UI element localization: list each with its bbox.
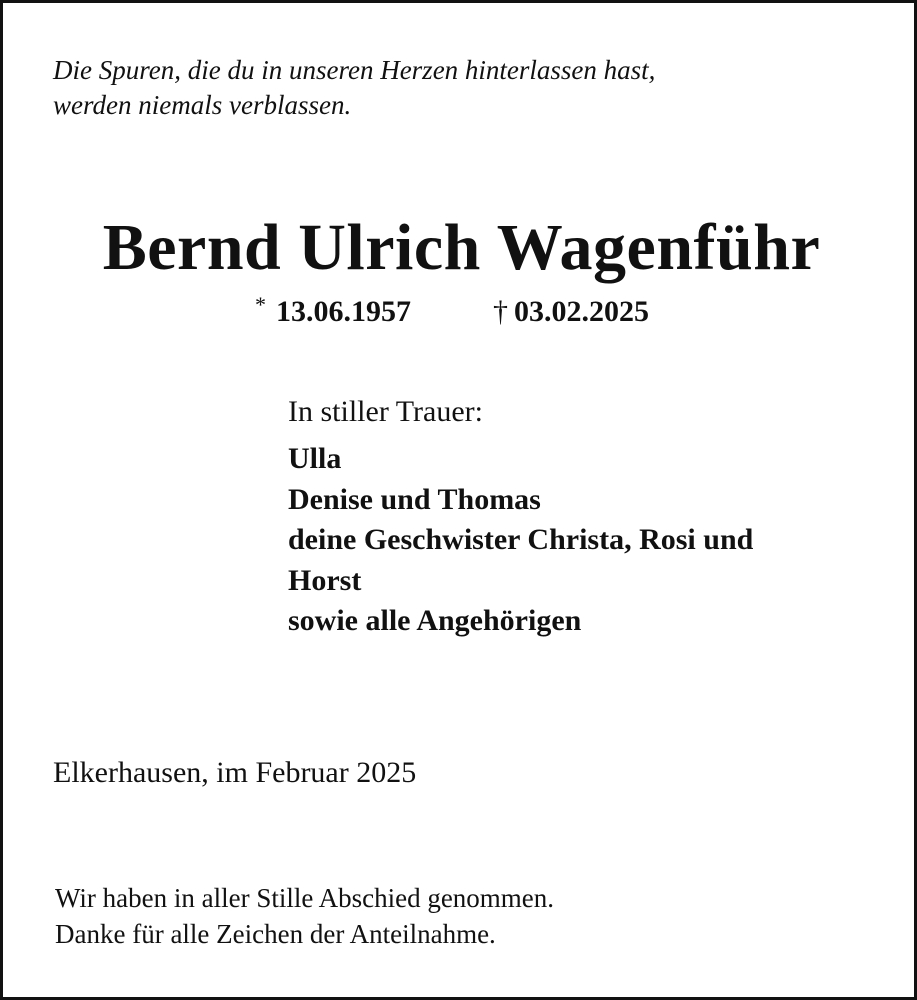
mourners-list xyxy=(288,439,848,642)
closing-text xyxy=(55,880,554,952)
motto-line-1: Die Spuren, die du in unseren Herzen hinterlassen hast, xyxy=(53,55,656,85)
motto-line-2: werden niemals verblassen. xyxy=(53,90,352,120)
deceased-name: Bernd Ulrich Wagenführ xyxy=(102,211,821,284)
cross-icon: † xyxy=(493,295,508,328)
mourner-line: Horst xyxy=(288,563,362,597)
death-date-line xyxy=(493,293,649,331)
death-date: 03.02.2025 xyxy=(514,295,649,328)
mourning-intro: In stiller Trauer: xyxy=(288,395,483,428)
place-and-date: Elkerhausen, im Februar 2025 xyxy=(53,756,417,789)
closing-line-1: Wir haben in aller Stille Abschied genommen. xyxy=(55,883,555,913)
birth-symbol: * xyxy=(255,292,266,317)
mourner-line: sowie alle Angehörigen xyxy=(288,604,582,637)
mourner-line: Denise und Thomas xyxy=(288,482,541,516)
closing-line-2: Danke für alle Zeichen der Anteilnahme. xyxy=(55,919,496,949)
birth-date-line xyxy=(255,293,411,331)
mourner-line: Ulla xyxy=(288,442,342,475)
birth-date: 13.06.1957 xyxy=(276,295,411,328)
mourner-line: deine Geschwister Christa, Rosi und xyxy=(288,523,754,556)
motto-quote xyxy=(53,53,655,123)
